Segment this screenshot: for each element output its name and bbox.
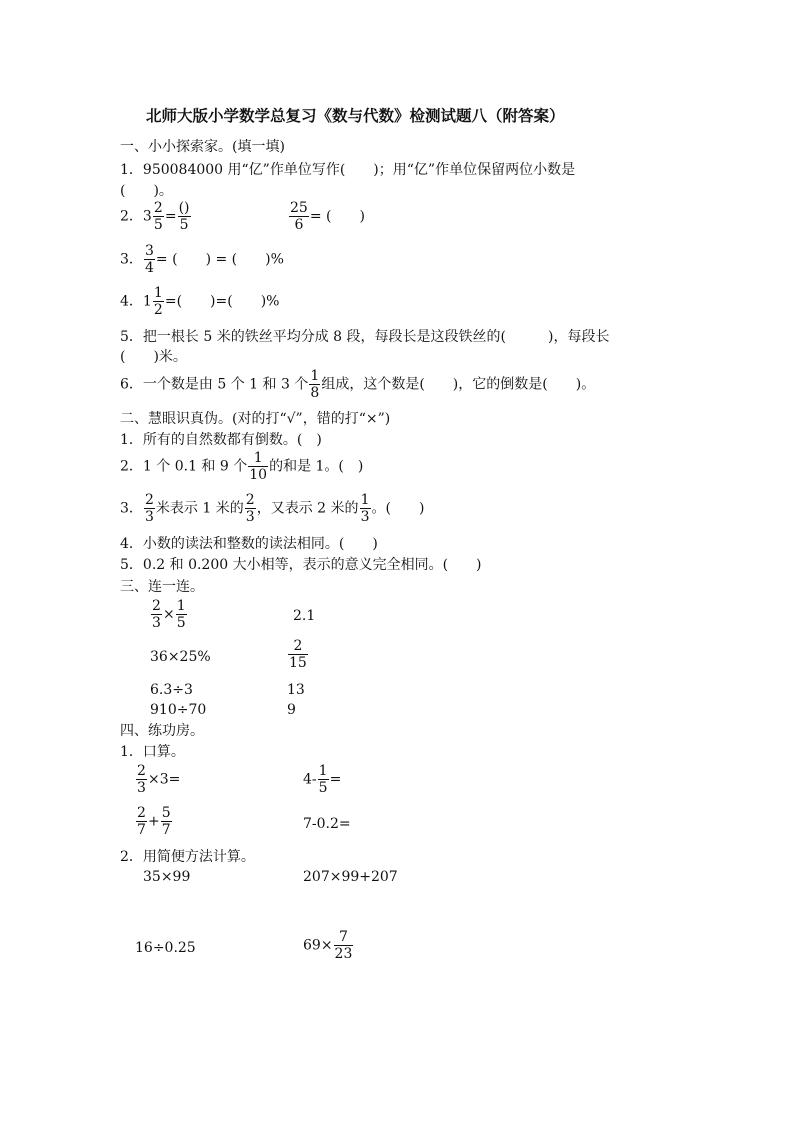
question-2-part2: $\frac{25}{6}$ = ( ) — [290, 200, 365, 233]
fraction: $\frac{2}{3}$ — [245, 492, 255, 525]
fraction: $\frac{1}{5}$ — [318, 763, 328, 796]
subheading-oral: 1．口算。 — [120, 744, 185, 760]
calc-1: 35×99 — [143, 869, 191, 885]
match-right-1: 2.1 — [293, 608, 316, 624]
fraction: $\frac{2}{7}$ — [137, 805, 146, 838]
question-2: 2．3 $\frac{2}{5}$ = () 5 — [120, 200, 190, 233]
fraction: $\frac{1}{2}$ — [153, 285, 163, 318]
match-right-4: 9 — [287, 702, 296, 718]
fraction: $\frac{7}{23}$ — [334, 929, 353, 962]
fraction: $\frac{1}{3}$ — [360, 492, 370, 525]
fraction: $\frac{2}{3}$ — [137, 763, 146, 796]
question-3: 3． $\frac{3}{4}$ = ( ) = ( )% — [120, 243, 284, 276]
tf-question-2: 2．1 个 0.1 和 9 个 $\frac{1}{10}$ 的和是 1。( ) — [120, 450, 364, 483]
fraction: $\frac{1}{5}$ — [176, 598, 186, 631]
tf-question-1: 1．所有的自然数都有倒数。( ) — [120, 432, 322, 448]
oral-2: 4- $\frac{1}{5}$ = — [303, 763, 342, 796]
calc-2: 207×99+207 — [303, 869, 398, 885]
fraction: $\frac{25}{6}$ — [290, 200, 308, 233]
fraction: $\frac{2}{5}$ — [153, 200, 163, 233]
section-heading: 一、小小探索家。(填一填) — [120, 139, 285, 155]
match-right-3: 13 — [287, 682, 305, 698]
fraction: $\frac{1}{8}$ — [310, 368, 320, 401]
match-left-4: 910÷70 — [150, 702, 207, 718]
match-left-3: 6.3÷3 — [150, 682, 193, 698]
question-6: 6．一个数是由 5 个 1 和 3 个 $\frac{1}{8}$ 组成，这个数是( )，它的倒数是( )。 — [120, 368, 596, 401]
fraction: $\frac{3}{4}$ — [144, 243, 154, 276]
calc-3: 16÷0.25 — [135, 940, 196, 956]
page-title: 北师大版小学数学总复习《数与代数》检测试题八（附答案） — [146, 106, 565, 125]
tf-question-5: 5．0.2 和 0.200 大小相等，表示的意义完全相同。( ) — [120, 557, 482, 573]
oral-1: $\frac{2}{3}$ ×3= — [137, 763, 181, 796]
fraction: $\frac{2}{15}$ — [289, 638, 307, 671]
oral-3: $\frac{2}{7}$ + $\frac{5}{7}$ — [137, 805, 171, 838]
oral-4: 7-0.2= — [303, 816, 351, 832]
tf-question-3: 3． $\frac{2}{3}$ 米表示 1 米的 $\frac{2}{3}$ ，又表示 2 米的 $\frac{1}{3}$ 。( ) — [120, 492, 425, 525]
question-5-line1: 5．把一根长 5 米的铁丝平均分成 8 段，每段长是这段铁丝的( )，每段长 — [120, 329, 610, 345]
section-heading: 二、慧眼识真伪。(对的打“√”，错的打“×”) — [120, 411, 391, 427]
fraction: $\frac{2}{3}$ — [144, 492, 154, 525]
fraction: $\frac{2}{3}$ — [152, 598, 161, 631]
section-heading: 四、练功房。 — [120, 723, 204, 739]
question-1-line2: ( )。 — [120, 183, 173, 199]
fraction: $\frac{5}{7}$ — [161, 805, 171, 838]
fraction: () 5 — [178, 200, 190, 233]
calc-4: 69× $\frac{7}{23}$ — [303, 929, 353, 962]
question-4: 4．1 $\frac{1}{2}$ =( )=( )% — [120, 285, 280, 318]
section-heading: 三、连一连。 — [120, 579, 204, 595]
match-left-1: $\frac{2}{3}$ × $\frac{1}{5}$ — [152, 598, 186, 631]
question-1-line1: 1．950084000 用“亿”作单位写作( )；用“亿”作单位保留两位小数是 — [120, 162, 576, 178]
fraction: $\frac{1}{10}$ — [249, 450, 268, 483]
tf-question-4: 4．小数的读法和整数的读法相同。( ) — [120, 536, 378, 552]
match-left-2: 36×25% — [150, 649, 211, 665]
subheading-simplify: 2．用简便方法计算。 — [120, 849, 255, 865]
match-right-2 — [287, 638, 309, 671]
question-5-line2: ( )米。 — [120, 349, 187, 365]
